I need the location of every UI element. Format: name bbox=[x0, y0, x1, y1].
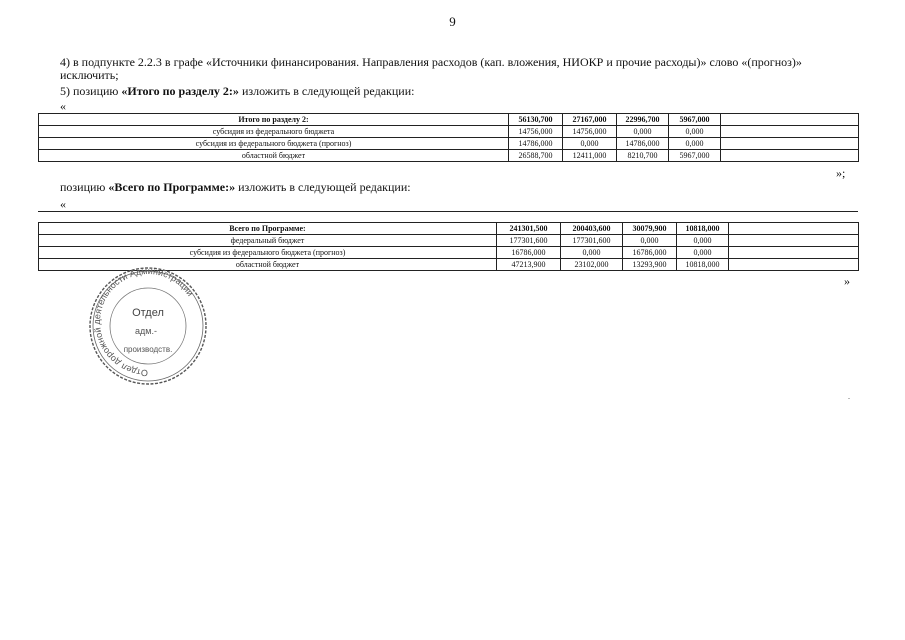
department-stamp bbox=[82, 266, 214, 394]
table-section-2-total bbox=[38, 113, 859, 162]
cell-value-1: 241301,500 bbox=[497, 223, 561, 235]
row-label: федеральный бюджет bbox=[39, 235, 497, 247]
paragraph-4-line-1: 4) в подпункте 2.2.3 в графе «Источники финансирования. Направления расходов (кап. вложения, НИОКР и прочие расходы)» слово «(прогноз)» bbox=[60, 55, 802, 69]
paragraph-6-bold: «Всего по Программе:» bbox=[108, 180, 236, 194]
table-top-border bbox=[38, 211, 858, 212]
cell-empty bbox=[721, 150, 859, 162]
cell-empty bbox=[729, 235, 859, 247]
cell-value-1: 56130,700 bbox=[509, 114, 563, 126]
table-program-total bbox=[38, 222, 859, 271]
cell-empty bbox=[729, 259, 859, 271]
row-label: областной бюджет bbox=[39, 150, 509, 162]
cell-empty bbox=[721, 114, 859, 126]
paragraph-6-suffix: изложить в следующей редакции: bbox=[235, 180, 411, 194]
table-row bbox=[39, 126, 859, 138]
cell-value-2: 23102,000 bbox=[561, 259, 623, 271]
cell-value-1: 16786,000 bbox=[497, 247, 561, 259]
stamp-graphic bbox=[82, 266, 214, 394]
cell-value-4: 0,000 bbox=[669, 126, 721, 138]
cell-value-2: 27167,000 bbox=[563, 114, 617, 126]
row-label: областной бюджет bbox=[39, 259, 497, 271]
cell-empty bbox=[721, 138, 859, 150]
cell-value-4: 5967,000 bbox=[669, 114, 721, 126]
table-row bbox=[39, 114, 859, 126]
stamp-line-1: Отдел bbox=[132, 307, 164, 319]
page-number: 9 bbox=[449, 14, 456, 29]
cell-empty bbox=[729, 223, 859, 235]
cell-empty bbox=[721, 126, 859, 138]
cell-value-2: 177301,600 bbox=[561, 235, 623, 247]
stamp-line-3: производств. bbox=[123, 345, 173, 354]
cell-empty bbox=[729, 247, 859, 259]
paragraph-5 bbox=[60, 85, 414, 98]
cell-value-3: 14786,000 bbox=[617, 138, 669, 150]
close-quote-2: » bbox=[844, 274, 850, 288]
cell-value-1: 26588,700 bbox=[509, 150, 563, 162]
cell-value-2: 0,000 bbox=[561, 247, 623, 259]
paragraph-5-prefix: 5) позицию bbox=[60, 84, 122, 98]
row-label: Итого по разделу 2: bbox=[39, 114, 509, 126]
row-label: субсидия из федерального бюджета (прогноз) bbox=[39, 247, 497, 259]
paragraph-5-bold: «Итого по разделу 2:» bbox=[121, 84, 239, 98]
cell-value-2: 200403,600 bbox=[561, 223, 623, 235]
cell-value-3: 13293,900 bbox=[623, 259, 677, 271]
cell-value-3: 0,000 bbox=[617, 126, 669, 138]
cell-value-3: 30079,900 bbox=[623, 223, 677, 235]
cell-value-1: 14756,000 bbox=[509, 126, 563, 138]
cell-value-1: 14786,000 bbox=[509, 138, 563, 150]
paragraph-6 bbox=[60, 181, 411, 194]
paragraph-4-line-2: исключить; bbox=[60, 68, 119, 82]
table-row bbox=[39, 223, 859, 235]
cell-value-4: 0,000 bbox=[677, 247, 729, 259]
cell-value-4: 0,000 bbox=[677, 235, 729, 247]
paragraph-5-suffix: изложить в следующей редакции: bbox=[238, 84, 415, 98]
cell-value-2: 14756,000 bbox=[563, 126, 617, 138]
close-quote-1: »; bbox=[836, 166, 846, 180]
table-row bbox=[39, 150, 859, 162]
stamp-ring-text: Отдел дорожной деятельности Администрации bbox=[92, 266, 196, 379]
row-label: Всего по Программе: bbox=[39, 223, 497, 235]
cell-value-2: 0,000 bbox=[563, 138, 617, 150]
table-row bbox=[39, 235, 859, 247]
open-quote-1: « bbox=[60, 99, 66, 113]
row-label: субсидия из федерального бюджета bbox=[39, 126, 509, 138]
cell-value-1: 177301,600 bbox=[497, 235, 561, 247]
cell-value-4: 10818,000 bbox=[677, 259, 729, 271]
cell-value-2: 12411,000 bbox=[563, 150, 617, 162]
cell-value-3: 0,000 bbox=[623, 235, 677, 247]
stamp-line-2: адм.- bbox=[135, 326, 157, 336]
table-row bbox=[39, 138, 859, 150]
scan-speck bbox=[848, 398, 850, 399]
table-row bbox=[39, 247, 859, 259]
cell-value-3: 8210,700 bbox=[617, 150, 669, 162]
cell-value-3: 22996,700 bbox=[617, 114, 669, 126]
cell-value-4: 5967,000 bbox=[669, 150, 721, 162]
row-label: субсидия из федерального бюджета (прогноз) bbox=[39, 138, 509, 150]
paragraph-6-prefix: позицию bbox=[60, 180, 109, 194]
cell-value-4: 0,000 bbox=[669, 138, 721, 150]
open-quote-2: « bbox=[60, 197, 66, 211]
cell-value-3: 16786,000 bbox=[623, 247, 677, 259]
cell-value-1: 47213,900 bbox=[497, 259, 561, 271]
cell-value-4: 10818,000 bbox=[677, 223, 729, 235]
